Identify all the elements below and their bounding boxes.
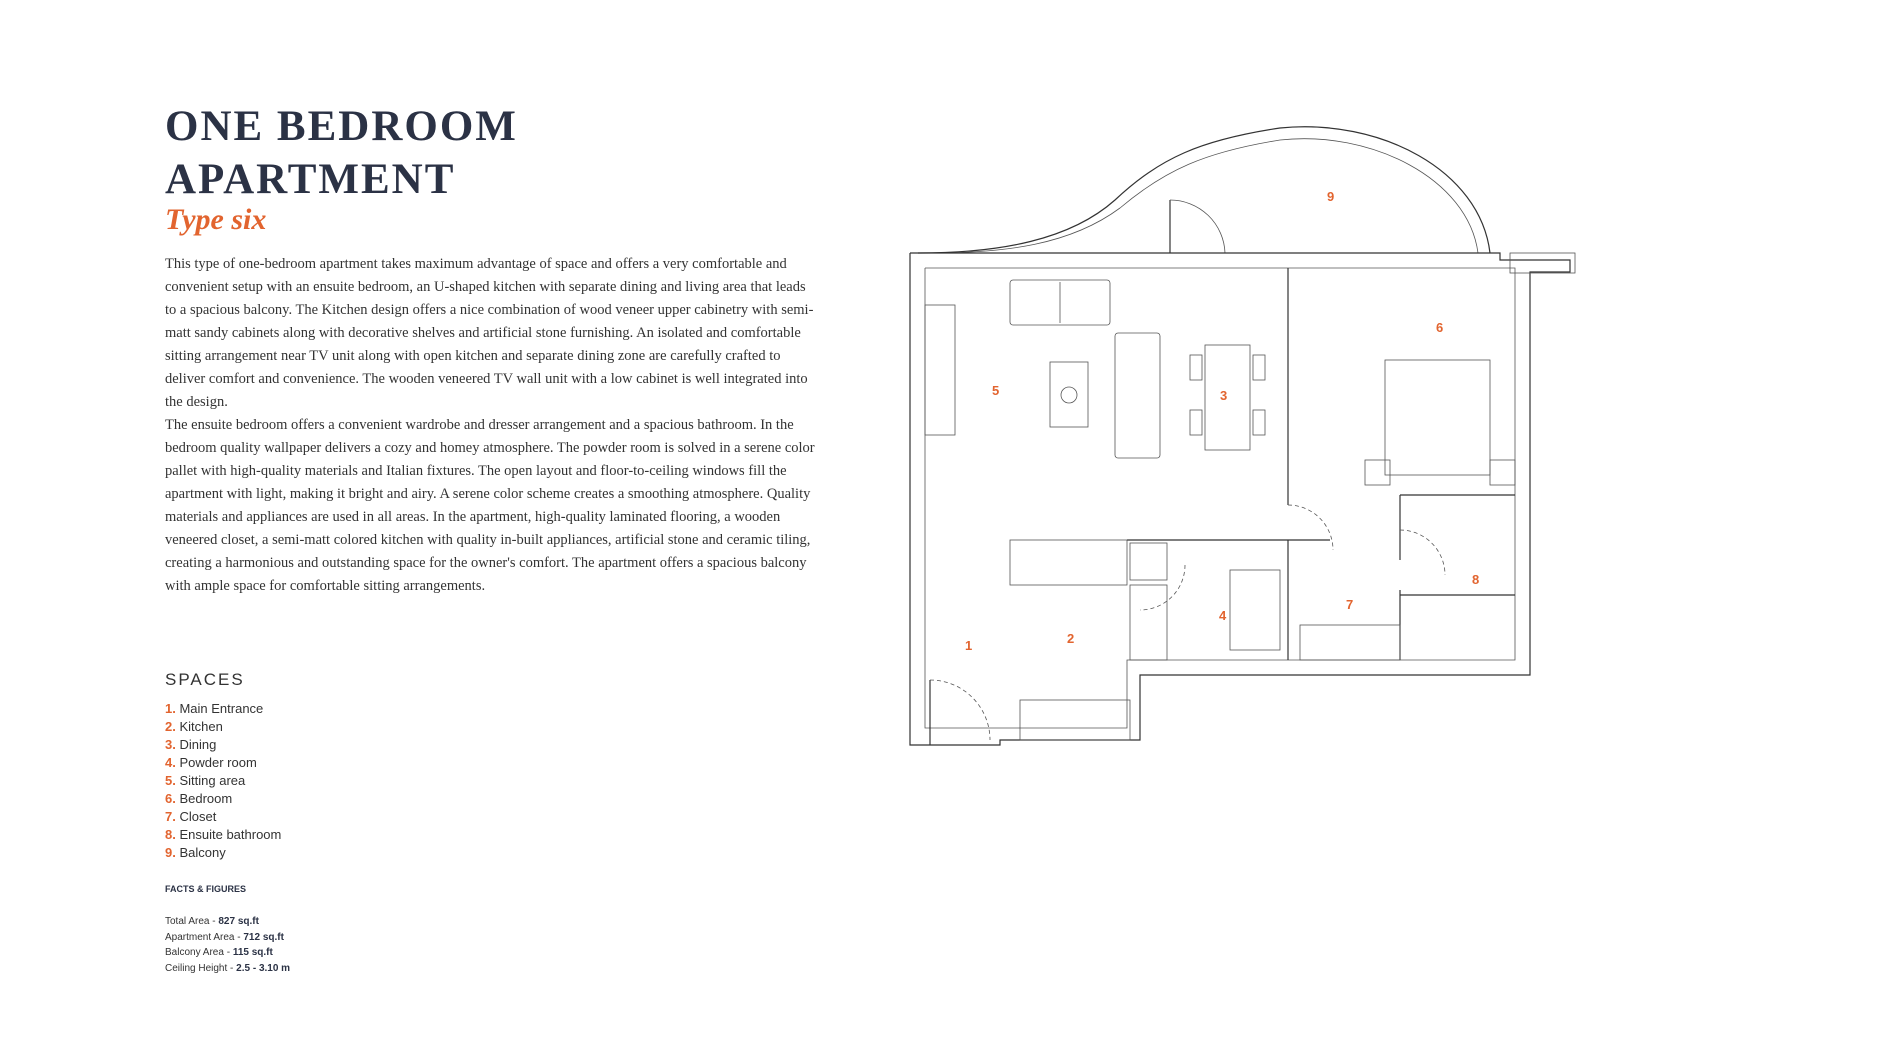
room-number: 6 xyxy=(1436,320,1444,335)
space-number: 3. xyxy=(165,737,176,752)
space-number: 1. xyxy=(165,701,176,716)
space-number: 4. xyxy=(165,755,176,770)
nightstand xyxy=(1365,460,1390,485)
bathroom-door-swing xyxy=(1400,530,1445,575)
space-label: Closet xyxy=(179,809,217,824)
side-sofa xyxy=(1115,333,1160,458)
balcony-ledge xyxy=(1510,253,1575,273)
space-label: Dining xyxy=(179,737,217,752)
space-label: Bedroom xyxy=(179,791,233,806)
fact-value: 2.5 - 3.10 m xyxy=(236,962,291,974)
exterior-wall-inner xyxy=(925,268,1515,728)
facts-heading: FACTS & FIGURES xyxy=(165,884,247,894)
dining-chair xyxy=(1253,355,1265,380)
appliance xyxy=(1130,585,1167,660)
entrance-door-swing xyxy=(930,680,990,740)
space-number: 6. xyxy=(165,791,176,806)
cooktop xyxy=(1130,543,1167,580)
space-label: Kitchen xyxy=(179,719,223,734)
balcony-outline xyxy=(918,127,1490,253)
fact-label: Apartment Area - xyxy=(165,931,244,943)
space-label: Main Entrance xyxy=(179,701,264,716)
fact-value: 827 sq.ft xyxy=(218,916,259,927)
room-number: 4 xyxy=(1219,608,1227,623)
exterior-wall xyxy=(910,253,1570,745)
description-paragraph-1: This type of one-bedroom apartment takes maximum advantage of space and offers a very comfortable and convenient setup with an ensuite bedroom, an U-shaped kitchen with separate dining and living area that leads to a spacious balcony. The Kitchen design offers a nice combination of wood veneer upper cabinetry with semi-matt sandy cabinets along with decorative shelves and artificial stone furnishing. An isolated and comfortable sitting arrangement near TV unit along with open kitchen and separate dining zone are carefully crafted to deliver comfort and convenience. The wooden veneered TV wall unit with a low cabinet is well integrated into the design. xyxy=(165,256,814,410)
room-number: 3 xyxy=(1220,388,1228,403)
room-number: 5 xyxy=(992,383,1000,398)
room-number: 9 xyxy=(1327,189,1335,204)
balcony-door-swing xyxy=(1170,200,1225,253)
dining-chair xyxy=(1253,410,1265,435)
nightstand xyxy=(1490,460,1515,485)
fact-label: Ceiling Height - xyxy=(165,962,237,974)
tv-unit xyxy=(925,305,955,435)
space-number: 2. xyxy=(165,719,176,734)
coffee-table xyxy=(1050,362,1088,427)
dining-chair xyxy=(1190,410,1202,435)
bed xyxy=(1385,360,1490,475)
spaces-heading: SPACES xyxy=(165,670,245,689)
bedroom-door-swing xyxy=(1288,505,1333,550)
space-label: Powder room xyxy=(179,755,257,770)
fact-label: Balcony Area - xyxy=(165,947,233,958)
space-number: 9. xyxy=(165,845,176,860)
space-number: 5. xyxy=(165,773,176,788)
space-label: Sitting area xyxy=(179,773,246,788)
closet-wardrobe xyxy=(1300,625,1400,660)
space-label: Ensuite bathroom xyxy=(179,827,282,842)
room-number: 1 xyxy=(965,638,973,653)
space-number: 8. xyxy=(165,827,176,842)
room-number: 8 xyxy=(1472,572,1480,587)
fact-label: Total Area - xyxy=(165,916,219,927)
title-line-1: ONE BEDROOM xyxy=(165,103,518,150)
coffee-table-decor xyxy=(1061,387,1077,403)
page-subtitle: Type six xyxy=(165,203,267,236)
title-line-2: APARTMENT xyxy=(165,156,456,203)
dining-chair xyxy=(1190,355,1202,380)
fact-value: 712 sq.ft xyxy=(243,931,284,943)
washing-area xyxy=(1020,700,1130,740)
fact-value: 115 sq.ft xyxy=(232,947,273,958)
powder-room-fixtures xyxy=(1230,570,1280,650)
kitchen-counter xyxy=(1010,540,1127,585)
space-number: 7. xyxy=(165,809,176,824)
description-paragraph-2: The ensuite bedroom offers a convenient wardrobe and dresser arrangement and a spacious bathroom. In the bedroom quality wallpaper delivers a cozy and homey atmosphere. The powder room is solved in a serene color pallet with high-quality materials and Italian fixtures. The open layout and floor-to-ceiling windows fill the apartment with light, making it bright and airy. A serene color scheme creates a smoothing atmosphere. Quality materials and appliances are used in all areas. In the apartment, high-quality laminated flooring, a wooden veneered closet, a semi-matt colored kitchen with quality in-built appliances, artificial stone and ceramic tiling, creating a harmonious and outstanding space for the owner's comfort. The apartment offers a spacious balcony with ample space for comfortable sitting arrangements. xyxy=(165,417,815,594)
powder-door-swing xyxy=(1140,565,1185,610)
room-number: 2 xyxy=(1067,631,1075,646)
dining-table xyxy=(1205,345,1250,450)
space-label: Balcony xyxy=(179,845,226,860)
balcony-inner-outline xyxy=(930,139,1478,253)
room-number: 7 xyxy=(1346,597,1354,612)
